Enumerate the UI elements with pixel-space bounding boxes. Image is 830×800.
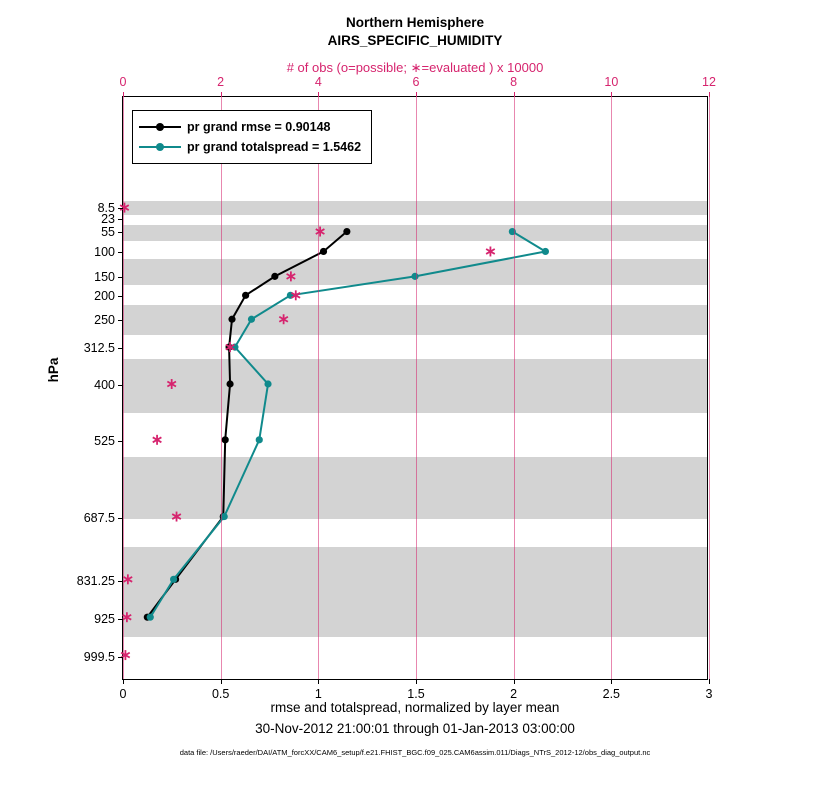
- y-tick: [118, 385, 123, 386]
- x-gridline: [221, 97, 222, 679]
- obs-asterisk-marker: [172, 512, 181, 522]
- obs-asterisk-marker: [153, 435, 162, 445]
- x-tick-label-bottom: 1.5: [407, 687, 425, 701]
- y-tick-label: 8.5: [97, 201, 115, 215]
- series-marker: [256, 436, 263, 443]
- y-tick-label: 200: [94, 289, 115, 303]
- obs-asterisk-marker: [167, 379, 176, 389]
- legend-label-rmse: pr grand rmse = 0.90148: [187, 120, 331, 134]
- chart-title: [0, 14, 830, 50]
- x-gridline: [318, 97, 319, 679]
- y-tick-label: 400: [94, 378, 115, 392]
- obs-asterisk-marker: [124, 574, 133, 584]
- legend: [132, 110, 372, 164]
- x-tick-label-top: 0: [119, 75, 127, 89]
- y-tick-label: 23: [101, 212, 115, 226]
- x-tick-top: [318, 92, 319, 97]
- series-marker: [343, 228, 350, 235]
- x-tick-label-top: 4: [314, 75, 322, 89]
- y-tick: [118, 657, 123, 658]
- x-gridline: [123, 97, 124, 679]
- x-tick-bottom: [123, 679, 124, 684]
- y-tick-label: 999.5: [83, 650, 115, 664]
- y-tick: [118, 441, 123, 442]
- x-tick-bottom: [318, 679, 319, 684]
- x-tick-bottom: [416, 679, 417, 684]
- x-tick-label-bottom: 3: [705, 687, 713, 701]
- y-tick-label: 525: [94, 434, 115, 448]
- x-tick-label-bottom: 2: [510, 687, 518, 701]
- title-line-2: AIRS_SPECIFIC_HUMIDITY: [327, 33, 503, 48]
- x-tick-label-bottom: 0: [119, 687, 127, 701]
- y-tick-label: 100: [94, 245, 115, 259]
- legend-item-rmse: [139, 117, 361, 137]
- series-line: [147, 232, 347, 618]
- plot-area: [76, 75, 716, 701]
- series-marker: [509, 228, 516, 235]
- series-marker: [271, 273, 278, 280]
- y-axis-label: hPa: [46, 357, 61, 383]
- y-tick: [118, 320, 123, 321]
- x-tick-top: [221, 92, 222, 97]
- y-tick-label: 150: [94, 270, 115, 284]
- y-tick: [118, 232, 123, 233]
- x-tick-label-top: 12: [702, 75, 716, 89]
- series-marker: [264, 380, 271, 387]
- series-marker: [226, 380, 233, 387]
- obs-asterisk-marker: [486, 246, 495, 256]
- x-tick-label-bottom: 2.5: [602, 687, 621, 701]
- x-tick-top: [611, 92, 612, 97]
- y-tick-label: 831.25: [76, 574, 115, 588]
- series-line: [150, 232, 545, 618]
- x-tick-label-bottom: 0.5: [211, 687, 230, 701]
- legend-swatch-totalspread: [139, 141, 181, 153]
- y-tick: [118, 581, 123, 582]
- x-tick-top: [709, 92, 710, 97]
- data-file-caption: data file: /Users/raeder/DAI/ATM_forcXX/CAM6_setup/f.e21.FHIST_BGC.f09_025.CAM6assim.011/Diags_NTrS_2012-12/obs_diag_output.nc: [179, 748, 651, 757]
- series-overlay: [123, 97, 707, 679]
- x-tick-label-top: 6: [412, 75, 420, 89]
- y-tick: [118, 208, 123, 209]
- obs-asterisk-marker: [279, 314, 288, 324]
- legend-label-totalspread: pr grand totalspread = 1.5462: [187, 140, 362, 154]
- series-marker: [221, 513, 228, 520]
- obs-asterisk-marker: [316, 227, 325, 237]
- y-tick: [118, 296, 123, 297]
- x-tick-top: [123, 92, 124, 97]
- top-axis-label: # of obs (o=possible; ∗=evaluated ) x 10000: [286, 60, 544, 75]
- y-tick: [118, 219, 123, 220]
- x-gridline: [611, 97, 612, 679]
- series-marker: [542, 248, 549, 255]
- y-tick: [118, 348, 123, 349]
- x-gridline: [416, 97, 417, 679]
- series-marker: [222, 436, 229, 443]
- x-tick-label-top: 10: [604, 75, 619, 89]
- x-tick-label-top: 8: [510, 75, 518, 89]
- x-tick-label-top: 2: [217, 75, 225, 89]
- legend-item-totalspread: [139, 137, 361, 157]
- y-tick: [118, 252, 123, 253]
- series-marker: [228, 316, 235, 323]
- x-tick-bottom: [709, 679, 710, 684]
- obs-asterisk-marker: [287, 271, 296, 281]
- y-tick-label: 55: [101, 225, 115, 239]
- x-axis-label: rmse and totalspread, normalized by layer mean: [270, 700, 560, 715]
- x-tick-bottom: [611, 679, 612, 684]
- y-tick: [118, 277, 123, 278]
- y-tick: [118, 518, 123, 519]
- y-tick: [118, 619, 123, 620]
- x-tick-bottom: [514, 679, 515, 684]
- series-marker: [320, 248, 327, 255]
- x-tick-top: [416, 92, 417, 97]
- series-marker: [242, 292, 249, 299]
- y-tick-label: 250: [94, 313, 115, 327]
- series-marker: [231, 344, 238, 351]
- series-marker: [147, 614, 154, 621]
- x-gridline: [514, 97, 515, 679]
- legend-swatch-rmse: [139, 121, 181, 133]
- x-tick-label-bottom: 1: [314, 687, 322, 701]
- series-marker: [248, 316, 255, 323]
- x-gridline: [709, 97, 710, 679]
- y-tick-label: 687.5: [83, 511, 115, 525]
- date-range-caption: 30-Nov-2012 21:00:01 through 01-Jan-2013 03:00:00: [255, 721, 575, 736]
- series-marker: [411, 273, 418, 280]
- series-marker: [170, 576, 177, 583]
- x-tick-top: [514, 92, 515, 97]
- x-tick-bottom: [221, 679, 222, 684]
- title-line-1: Northern Hemisphere: [345, 15, 485, 30]
- y-tick-label: 925: [94, 612, 115, 626]
- y-tick-label: 312.5: [83, 341, 115, 355]
